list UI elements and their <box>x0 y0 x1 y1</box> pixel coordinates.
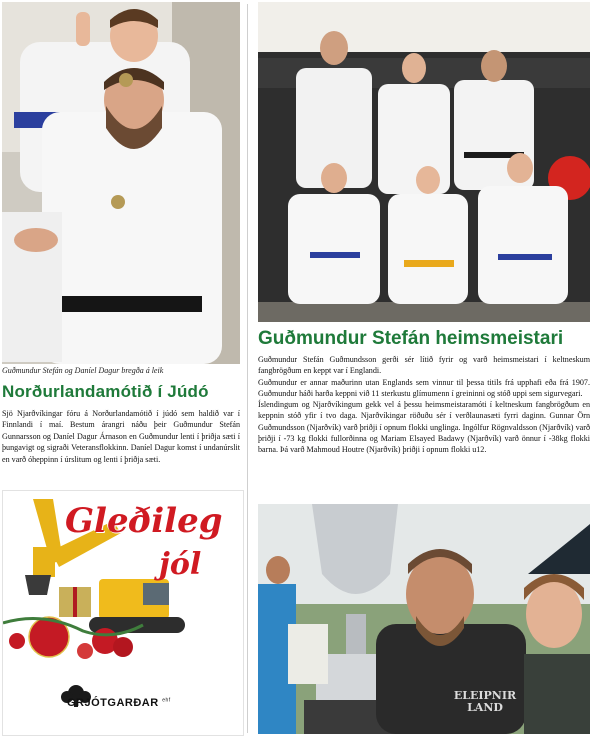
ad-logo-text <box>67 697 171 709</box>
right-article-paragraph: Guðmundur er annar maðurinn utan Englands sem vinnur til þessa titils frá upphafi eða frá 1907. Guðmundur háði harða keppni við 11 sterkustu glímumenn í greininni og stóð uppi sem sigurvegari. <box>258 377 590 398</box>
right-article-heading: Guðmundur Stefán heimsmeistari <box>258 328 564 349</box>
column-divider <box>247 4 248 733</box>
ad-greeting-line1: Gleðileg <box>65 501 223 541</box>
ad-logo-name: GRJÓTGARÐAR <box>67 697 159 709</box>
right-article-body <box>258 354 590 456</box>
right-article-paragraph: Guðmundur Stefán Guðmundsson gerði sér lítið fyrir og varð heimsmeistari í keltneskum fangbrögðum en keppt var í Englandi. <box>258 355 590 376</box>
ad-greeting-line2: jól <box>159 547 202 582</box>
photo-trophy <box>258 504 590 734</box>
photo-group-judo <box>258 2 590 322</box>
photo-caption: Guðmundur Stefán og Daníel Dagur bregða á leik <box>2 366 164 375</box>
left-article-body: Sjö Njarðvíkingar fóru á Norðurlandamótið í júdó sem haldið var í Finnlandi í maí. Bestum árangri náðu þeir Guðmundur Stefán Gunnarsson og Daníel Dagur Árnason en Guðmundur lenti í þriðja sæti í þungavigt og sigraði Veteransflokkinn. Daníel Dagur komst í undanúrslit en varð óheppinn í úrslitum og lenti í þriðja sæti. <box>2 409 240 464</box>
right-article-paragraph: Íslendingum og Njarðvíkingum gekk vel á þessu heimsmeistaramóti í keltneskum fangbrögðum en keppnin stóð yfir í tvo daga. Njarðvíkingar röðuðu sér í verðlaunasæti fyrri daginn. Gunnar Örn Guðmundsson (Njarðvík) varð þriðji í opnum flokki unglinga. Ingólfur Rögnvaldsson (Njarðvík) varð þriðji í -73 kg flokki fullorðinna og Mariam Elsayed Badawy (Njarðvík) varð önnur í -38kg flokki barna. Þá varð Mahmoud Houtre (Njarðvík) þriðji í opnum flokki u12. <box>258 400 590 455</box>
christmas-ad <box>2 490 244 736</box>
left-article-heading: Norðurlandamótið í Júdó <box>2 382 209 401</box>
ad-logo-suffix: ehf <box>162 697 171 704</box>
shirt-print-text: ELEIPNIR LAND <box>453 689 517 714</box>
photo-judokas-playing <box>2 2 240 364</box>
